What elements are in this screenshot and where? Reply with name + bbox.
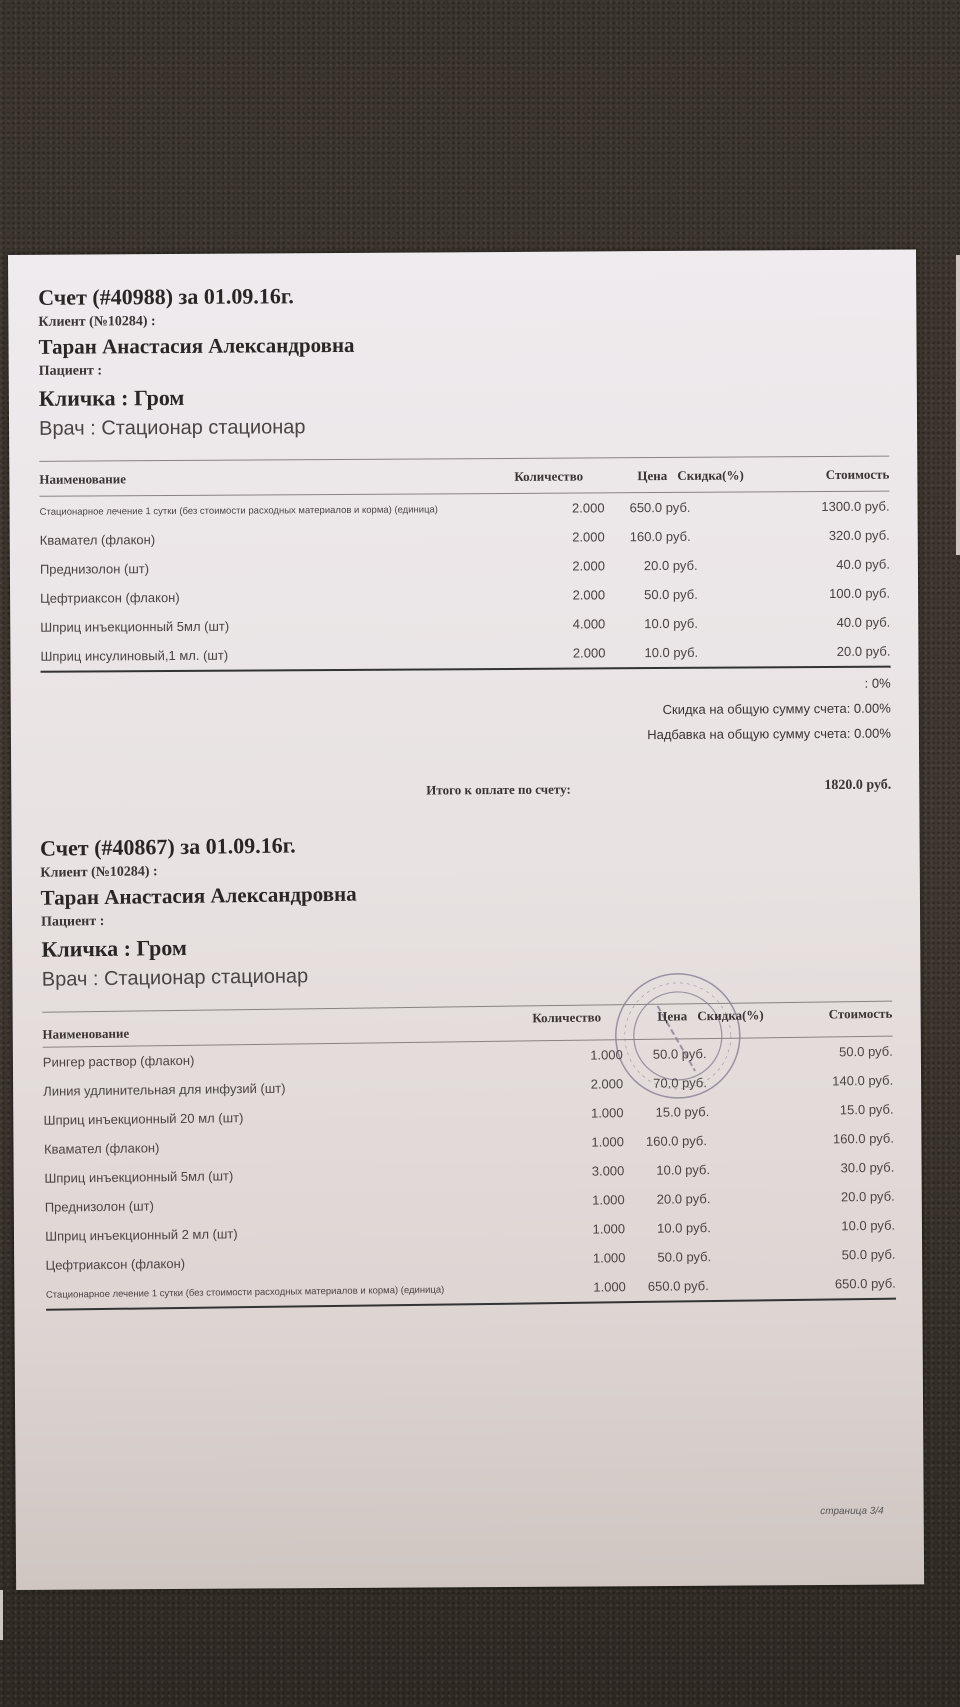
item-qty: 2.000 <box>571 500 605 516</box>
invoice-40988 <box>38 280 891 803</box>
invoice-title: Счет (#40988) за 01.09.16г. <box>38 283 294 310</box>
col-qty: Количество <box>532 1009 602 1026</box>
percent-line: : 0% <box>864 675 891 691</box>
item-price: 20.0 руб. <box>656 1191 711 1207</box>
item-price: 160.0 руб. <box>645 1133 707 1149</box>
page-number: страница 3/4 <box>820 1505 884 1518</box>
item-qty: 1.000 <box>590 1047 623 1063</box>
item-cost: 20.0 руб. <box>840 1188 895 1205</box>
item-cost: 320.0 руб. <box>828 527 890 543</box>
invoice-40867 <box>40 825 896 1311</box>
item-price: 10.0 руб. <box>644 615 699 632</box>
item-cost: 30.0 руб. <box>840 1159 895 1176</box>
item-name: Шприц инъекционный 20 мл (шт) <box>43 1110 244 1128</box>
discount-total: Скидка на общую сумму счета: 0.00% <box>662 700 891 718</box>
item-price: 20.0 руб. <box>643 557 698 574</box>
item-qty: 1.000 <box>590 1105 624 1121</box>
doctor: Врач : Стационар стационар <box>38 416 306 440</box>
item-cost: 1300.0 руб. <box>821 498 890 515</box>
item-name: Квамател (флакон) <box>39 532 156 548</box>
item-qty: 4.000 <box>572 616 606 632</box>
client-name: Таран Анастасия Александровна <box>38 332 355 359</box>
item-cost: 40.0 руб. <box>836 614 891 630</box>
table-row <box>40 637 890 671</box>
item-price: 650.0 руб. <box>629 499 691 516</box>
item-qty: 2.000 <box>590 1076 624 1092</box>
item-qty: 1.000 <box>593 1279 626 1295</box>
item-cost: 15.0 руб. <box>839 1101 894 1118</box>
adjacent-sheet-edge-left <box>0 1590 3 1640</box>
patient-label: Пациент : <box>40 913 105 930</box>
item-price: 10.0 руб. <box>656 1220 711 1236</box>
item-cost: 40.0 руб. <box>836 556 890 572</box>
item-name: Преднизолон (шт) <box>44 1198 154 1215</box>
item-price: 15.0 руб. <box>655 1104 710 1120</box>
item-name: Шприц инсулиновый,1 мл. (шт) <box>40 647 229 664</box>
markup-total: Надбавка на общую сумму счета: 0.00% <box>647 725 891 743</box>
col-name: Наименование <box>39 471 127 487</box>
table-header <box>39 457 889 496</box>
item-qty: 1.000 <box>592 1250 626 1266</box>
item-price: 50.0 руб. <box>657 1249 712 1265</box>
item-price: 50.0 руб. <box>644 586 698 603</box>
item-cost: 20.0 руб. <box>836 643 891 659</box>
item-name: Шприц инъекционный 5мл (шт) <box>44 1168 234 1186</box>
item-cost: 10.0 руб. <box>841 1217 896 1234</box>
item-name: Шприц инъекционный 5мл (шт) <box>40 618 230 635</box>
item-qty: 1.000 <box>592 1221 626 1237</box>
item-cost: 50.0 руб. <box>838 1043 893 1060</box>
item-qty: 1.000 <box>592 1192 625 1208</box>
item-qty: 3.000 <box>591 1163 625 1179</box>
item-cost: 140.0 руб. <box>832 1072 894 1089</box>
item-cost: 650.0 руб. <box>834 1275 896 1292</box>
item-cost: 50.0 руб. <box>841 1246 896 1263</box>
item-price: 160.0 руб. <box>629 528 691 545</box>
col-discount: Скидка(%) <box>697 1007 764 1024</box>
item-qty: 2.000 <box>572 645 606 661</box>
item-qty: 1.000 <box>591 1134 625 1150</box>
col-price: Цена <box>657 1008 688 1024</box>
col-price: Цена <box>637 467 668 484</box>
invoice-title: Счет (#40867) за 01.09.16г. <box>39 832 296 861</box>
col-name: Наименование <box>42 1025 130 1042</box>
client-name: Таран Анастасия Александровна <box>40 881 357 910</box>
col-cost: Стоимость <box>828 1005 893 1022</box>
pet-name: Кличка : Гром <box>38 384 185 411</box>
item-qty: 2.000 <box>572 529 605 545</box>
item-price: 10.0 руб. <box>644 644 699 661</box>
client-label: Клиент (№10284) : <box>38 314 156 330</box>
item-name: Линия удлинительная для инфузий (шт) <box>43 1080 286 1099</box>
total-value: 1820.0 руб. <box>824 777 892 794</box>
item-qty: 2.000 <box>572 558 605 574</box>
adjacent-sheet-edge <box>956 255 960 555</box>
item-price: 650.0 руб. <box>647 1278 709 1294</box>
doctor: Врач : Стационар стационар <box>41 965 309 991</box>
item-name: Шприц инъекционный 2 мл (шт) <box>45 1226 238 1244</box>
item-name: Цефтриаксон (флакон) <box>40 589 180 606</box>
item-cost: 100.0 руб. <box>829 585 891 601</box>
client-label: Клиент (№10284) : <box>40 864 158 881</box>
item-name: Квамател (флакон) <box>43 1140 160 1157</box>
col-discount: Скидка(%) <box>677 467 744 483</box>
item-price: 50.0 руб. <box>652 1046 707 1062</box>
item-name: Стационарное лечение 1 сутки (без стоимости расходных материалов и корма) (единица) <box>39 504 438 518</box>
item-price: 70.0 руб. <box>653 1075 707 1091</box>
total-label: Итого к оплате по счету: <box>426 781 571 798</box>
item-price: 10.0 руб. <box>656 1162 711 1178</box>
items-table <box>42 1001 896 1311</box>
items-table <box>39 456 891 803</box>
item-name: Рингер раствор (флакон) <box>42 1052 195 1070</box>
patient-label: Пациент : <box>38 363 103 379</box>
item-name: Цефтриаксон (флакон) <box>45 1255 186 1273</box>
item-name: Стационарное лечение 1 сутки (без стоимости расходных материалов и корма) (единица) <box>45 1284 445 1301</box>
pet-name: Кличка : Гром <box>41 934 188 962</box>
item-qty: 2.000 <box>572 587 606 603</box>
invoice-page <box>8 249 924 1590</box>
invoice-summary <box>41 668 892 803</box>
item-name: Преднизолон (шт) <box>39 561 150 577</box>
col-qty: Количество <box>514 468 584 484</box>
col-cost: Стоимость <box>825 466 890 483</box>
item-cost: 160.0 руб. <box>832 1130 895 1147</box>
